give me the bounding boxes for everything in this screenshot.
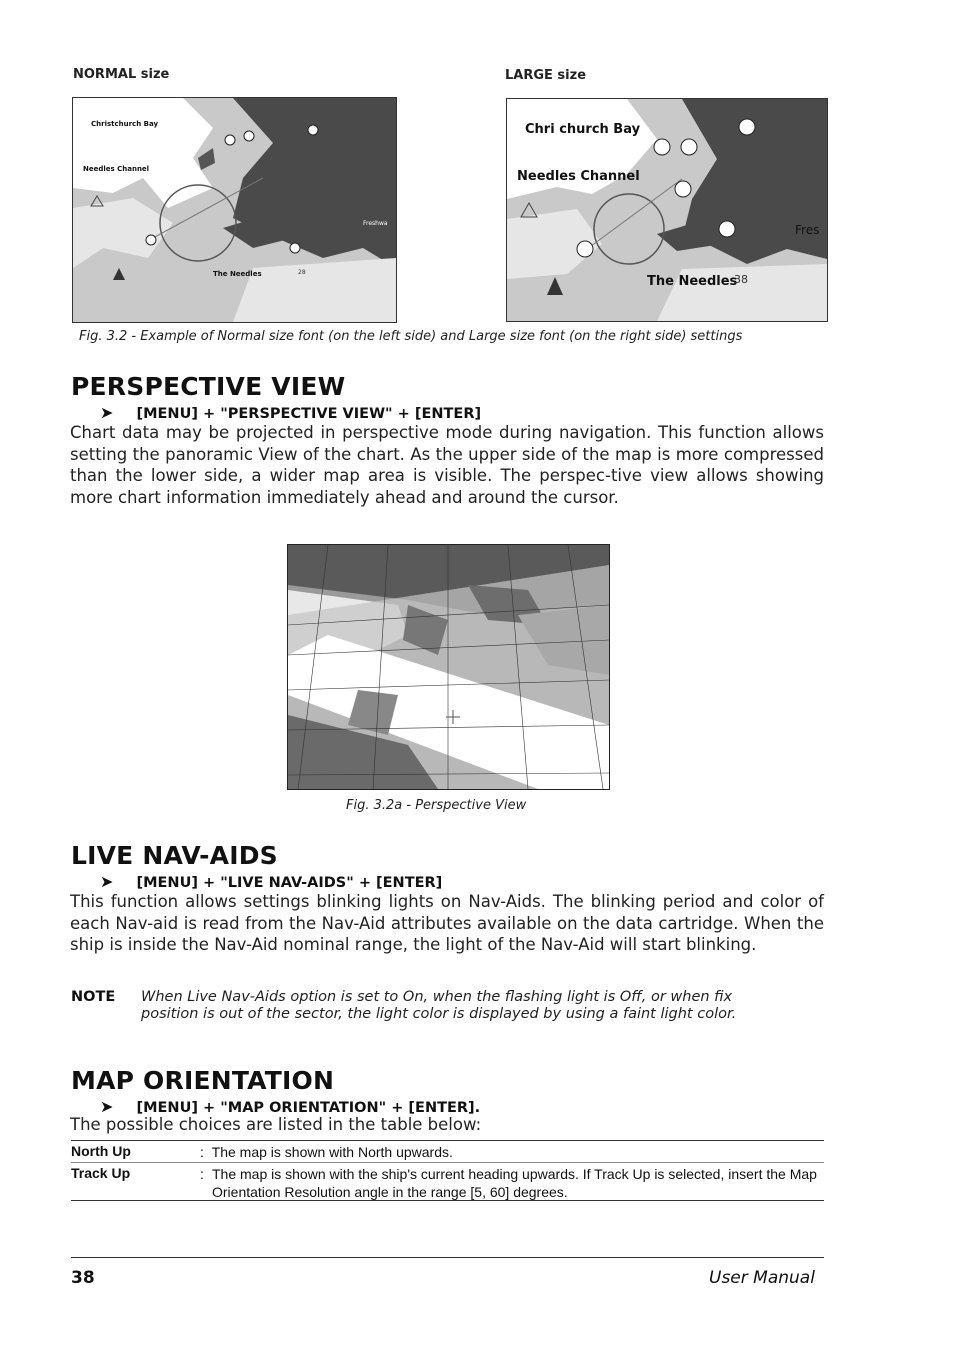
- normal-needles-channel-label: Needles Channel: [83, 165, 150, 173]
- manual-title: User Manual: [709, 1268, 815, 1288]
- chevron-right-icon: ➤: [100, 872, 114, 891]
- table-top-rule: [71, 1140, 824, 1141]
- figure-3-2-caption: Fig. 3.2 - Example of Normal size font (on the left side) and Large size font (on the right side) settings: [79, 329, 743, 344]
- normal-size-label: NORMAL size: [73, 67, 170, 82]
- large-size-label: LARGE size: [505, 68, 587, 83]
- normal-depth-label: 28: [298, 269, 306, 276]
- chevron-right-icon: ➤: [100, 1097, 114, 1116]
- large-freshwater-label: Fres: [795, 223, 820, 237]
- separator: :: [200, 1144, 204, 1160]
- normal-christchurch-label: Christchurch Bay: [91, 120, 159, 128]
- page-number: 38: [71, 1268, 95, 1288]
- footer-rule: [71, 1257, 824, 1258]
- note-text: When Live Nav-Aids option is set to On, when the flashing light is Off, or when fix position is out of the sector, the light color is displayed by using a faint light color.: [141, 989, 737, 1022]
- normal-the-needles-label: The Needles: [213, 270, 262, 278]
- table-row-name-north-up: North Up: [71, 1143, 131, 1159]
- table-row-sep-track-up: :: [200, 1166, 204, 1182]
- perspective-view-menu-text: [MENU] + "PERSPECTIVE VIEW" + [ENTER]: [136, 406, 482, 422]
- large-chart-svg: [507, 99, 827, 321]
- perspective-view-heading: PERSPECTIVE VIEW: [71, 372, 346, 401]
- perspective-chart-svg: [288, 545, 609, 789]
- perspective-view-image: [287, 544, 610, 790]
- map-orientation-heading: MAP ORIENTATION: [71, 1066, 335, 1095]
- table-row-rule: [71, 1162, 824, 1163]
- table-bottom-rule: [71, 1200, 824, 1201]
- normal-size-chart-image: [72, 97, 397, 323]
- map-orientation-menu-text: [MENU] + "MAP ORIENTATION" + [ENTER].: [136, 1100, 481, 1116]
- large-size-chart-image: [506, 98, 828, 322]
- live-nav-aids-body: This function allows settings blinking lights on Nav-Aids. The blinking period and color of each Nav-aid is read from the Nav-Aid attributes available on the data cartridge. When the ship is inside the Nav-Aid nominal range, the light of the Nav-Aid will start blinking.: [70, 892, 824, 955]
- normal-freshwater-label: Freshwa: [363, 220, 388, 227]
- table-row-north-up: [200, 1143, 812, 1161]
- table-row-desc-north-up: The map is shown with North upwards.: [211, 1144, 453, 1160]
- note-label: NOTE: [71, 989, 116, 1005]
- large-the-needles-label: The Needles: [647, 274, 738, 289]
- chevron-right-icon: ➤: [100, 403, 114, 422]
- map-orientation-intro: The possible choices are listed in the table below:: [70, 1115, 482, 1134]
- large-christchurch-label: Chri church Bay: [525, 122, 641, 137]
- perspective-view-menu-path: [100, 403, 481, 422]
- live-nav-aids-menu-path: [100, 872, 442, 891]
- table-row-desc-track-up: The map is shown with the ship's current heading upwards. If Track Up is selected, insert the Map Orientation Resolution angle in the range [5, 60] degrees.: [212, 1166, 817, 1200]
- large-depth-label: 38: [734, 273, 748, 286]
- figure-3-2a-caption: Fig. 3.2a - Perspective View: [346, 798, 527, 813]
- normal-chart-svg: [73, 98, 396, 322]
- perspective-view-body: Chart data may be projected in perspective mode during navigation. This function allows setting the panoramic View of the chart. As the upper side of the map is more compressed than the lower side, a wider map area is visible. The perspec-tive view allows showing more chart information immediately ahead and around the cursor.: [70, 423, 824, 508]
- table-row-name-track-up: Track Up: [71, 1165, 131, 1181]
- live-nav-aids-menu-text: [MENU] + "LIVE NAV-AIDS" + [ENTER]: [136, 875, 443, 891]
- large-needles-channel-label: Needles Channel: [517, 169, 640, 184]
- live-nav-aids-heading: LIVE NAV-AIDS: [71, 841, 278, 870]
